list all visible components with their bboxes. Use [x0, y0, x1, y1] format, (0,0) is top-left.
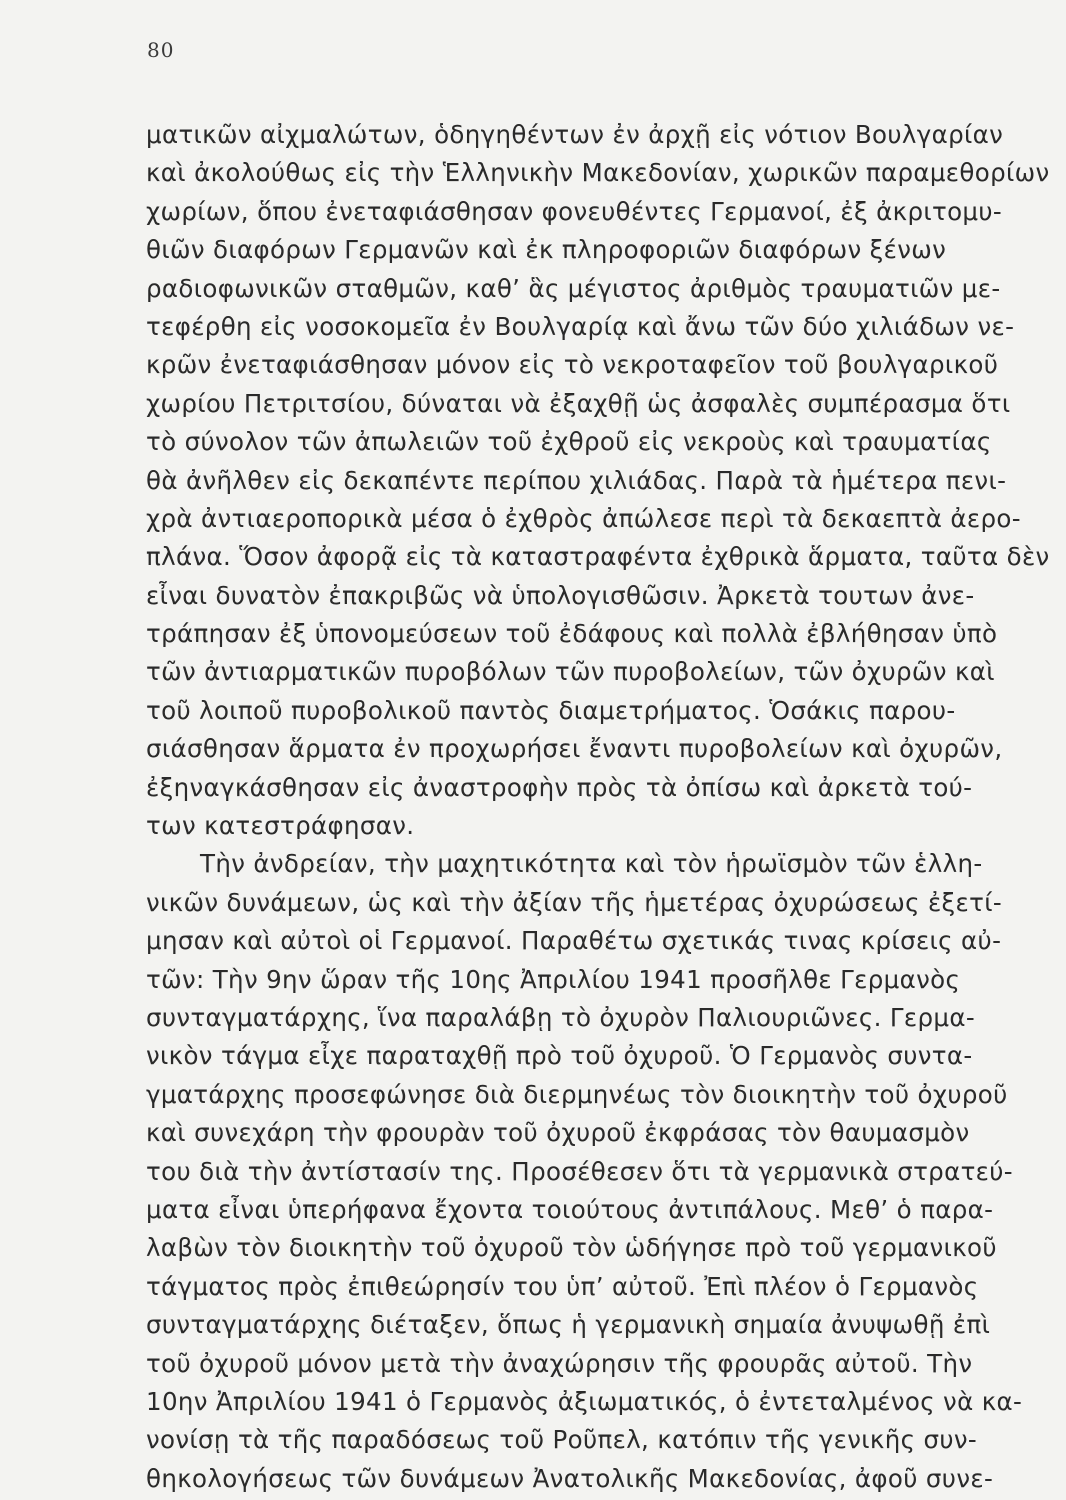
text-line: τῶν ἀντιαρματικῶν πυροβόλων τῶν πυροβολείων, τῶν ὀχυρῶν καὶ [146, 657, 995, 687]
text-line: θιῶν διαφόρων Γερμανῶν καὶ ἐκ πληροφοριῶν διαφόρων ξένων [146, 235, 947, 265]
text-line: καὶ συνεχάρη τὴν φρουρὰν τοῦ ὀχυροῦ ἐκφράσας τὸν θαυμασμὸν [146, 1118, 970, 1148]
text-line: ἐξηναγκάσθησαν εἰς ἀναστροφὴν πρὸς τὰ ὀπίσω καὶ ἀρκετὰ τού- [146, 772, 973, 802]
text-line: των κατεστράφησαν. [146, 811, 415, 841]
text-line: εἶναι δυνατὸν ἐπακριβῶς νὰ ὑπολογισθῶσιν. Ἀρκετὰ τουτων ἀνε- [146, 580, 975, 610]
text-line: σιάσθησαν ἅρματα ἐν προχωρήσει ἔναντι πυροβολείων καὶ ὀχυρῶν, [146, 734, 1003, 764]
text-line: ματα εἶναι ὑπερήφανα ἔχοντα τοιούτους ἀντιπάλους. Μεθ’ ὁ παρα- [146, 1194, 994, 1224]
text-line: τάγματος πρὸς ἐπιθεώρησίν του ὑπ’ αὐτοῦ. Ἐπὶ πλέον ὁ Γερμανὸς [146, 1271, 979, 1301]
text-line: νονίσῃ τὰ τῆς παραδόσεως τοῦ Ροῦπελ, κατόπιν τῆς γενικῆς συν- [146, 1425, 978, 1455]
text-line: του διὰ τὴν ἀντίστασίν της. Προσέθεσεν ὅτι τὰ γερμανικὰ στρατεύ- [146, 1156, 1013, 1186]
paragraph-start-line: Τὴν ἀνδρείαν, τὴν μαχητικότητα καὶ τὸν ἡρωϊσμὸν τῶν ἑλλη- [200, 849, 983, 879]
page-number: 80 [147, 38, 175, 62]
text-line: τεφέρθη εἰς νοσοκομεῖα ἐν Βουλγαρίᾳ καὶ ἄνω τῶν δύο χιλιάδων νε- [146, 311, 1015, 341]
text-line: νικῶν δυνάμεων, ὡς καὶ τὴν ἀξίαν τῆς ἡμετέρας ὀχυρώσεως ἐξετί- [146, 887, 1003, 917]
text-line: πλάνα. Ὅσον ἀφορᾷ εἰς τὰ καταστραφέντα ἐχθρικὰ ἅρματα, ταῦτα δὲν [146, 542, 1050, 572]
text-line: χρὰ ἀντιαεροπορικὰ μέσα ὁ ἐχθρὸς ἀπώλεσε περὶ τὰ δεκαεπτὰ ἀερο- [146, 503, 1021, 533]
text-line: τῶν: Τὴν 9ην ὥραν τῆς 10ης Ἀπριλίου 1941 προσῆλθε Γερμανὸς [146, 964, 961, 994]
text-line: χωρίου Πετριτσίου, δύναται νὰ ἐξαχθῇ ὡς ἀσφαλὲς συμπέρασμα ὅτι [146, 388, 1011, 418]
text-line: ραδιοφωνικῶν σταθμῶν, καθ’ ἃς μέγιστος ἀριθμὸς τραυματιῶν με- [146, 273, 1001, 303]
text-line: συνταγματάρχης διέταξεν, ὅπως ἡ γερμανικὴ σημαία ἀνυψωθῇ ἐπὶ [146, 1310, 991, 1340]
text-line: συνταγματάρχης, ἵνα παραλάβῃ τὸ ὀχυρὸν Παλιουριῶνες. Γερμα- [146, 1002, 976, 1032]
text-line: γματάρχης προσεφώνησε διὰ διερμηνέως τὸν διοικητὴν τοῦ ὀχυροῦ [146, 1079, 1008, 1109]
text-line: κρῶν ἐνεταφιάσθησαν μόνον εἰς τὸ νεκροταφεῖον τοῦ βουλγαρικοῦ [146, 350, 999, 380]
text-line: θηκολογήσεως τῶν δυνάμεων Ἀνατολικῆς Μακεδονίας, ἀφοῦ συνε- [146, 1463, 994, 1493]
text-line: λαβὼν τὸν διοικητὴν τοῦ ὀχυροῦ τὸν ὡδήγησε πρὸ τοῦ γερμανικοῦ [146, 1233, 997, 1263]
body-text [146, 116, 1050, 1498]
text-line: μησαν καὶ αὐτοὶ οἱ Γερμανοί. Παραθέτω σχετικάς τινας κρίσεις αὐ- [146, 926, 1002, 956]
text-line: νικὸν τάγμα εἶχε παραταχθῇ πρὸ τοῦ ὀχυροῦ. Ὁ Γερμανὸς συντα- [146, 1041, 973, 1071]
text-line: τοῦ λοιποῦ πυροβολικοῦ παντὸς διαμετρήματος. Ὁσάκις παρου- [146, 695, 956, 725]
text-line: καὶ ἀκολούθως εἰς τὴν Ἑλληνικὴν Μακεδονίαν, χωρικῶν παραμεθορίων [146, 158, 1050, 188]
text-line: θὰ ἀνῆλθεν εἰς δεκαπέντε περίπου χιλιάδας. Παρὰ τὰ ἡμέτερα πενι- [146, 465, 1007, 495]
text-line: 10ην Ἀπριλίου 1941 ὁ Γερμανὸς ἀξιωματικός, ὁ ἐντεταλμένος νὰ κα- [146, 1386, 1023, 1416]
text-line: τράπησαν ἐξ ὑπονομεύσεων τοῦ ἐδάφους καὶ πολλὰ ἐβλήθησαν ὑπὸ [146, 619, 998, 649]
text-line: τοῦ ὀχυροῦ μόνον μετὰ τὴν ἀναχώρησιν τῆς φρουρᾶς αὐτοῦ. Τὴν [146, 1348, 973, 1378]
text-line: τὸ σύνολον τῶν ἀπωλειῶν τοῦ ἐχθροῦ εἰς νεκροὺς καὶ τραυματίας [146, 427, 992, 457]
text-line: χωρίων, ὅπου ἐνεταφιάσθησαν φονευθέντες Γερμανοί, ἐξ ἀκριτομυ- [146, 196, 1003, 226]
text-line: ματικῶν αἰχμαλώτων, ὁδηγηθέντων ἐν ἀρχῇ εἰς νότιον Βουλγαρίαν [146, 120, 1004, 149]
